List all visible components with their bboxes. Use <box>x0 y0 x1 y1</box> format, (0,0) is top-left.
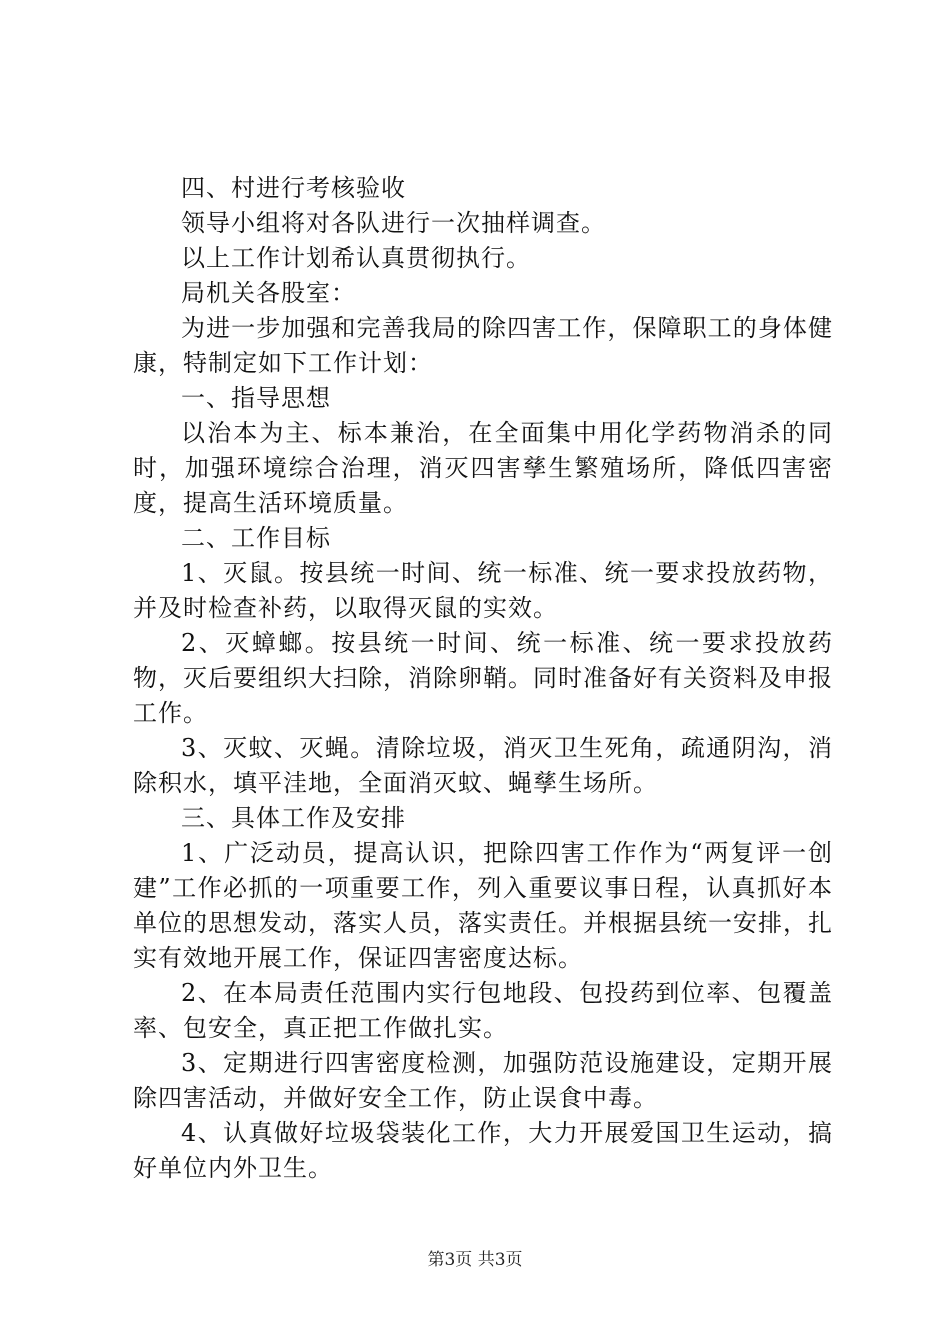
paragraph: 以上工作计划希认真贯彻执行。 <box>181 244 531 272</box>
paragraph: 领导小组将对各队进行一次抽样调查。 <box>181 209 606 237</box>
paragraph: 1、广泛动员，提高认识，把除四害工作作为“两复评一创建”工作必抓的一项重要工作，列入重要议事日程，认真抓好本单位的思想发动，落实人员，落实责任。并根据县统一安排，扎实有效地开展工作，保证四害密度达标。 <box>133 839 833 972</box>
section-heading: 二、工作目标 <box>181 524 331 552</box>
section-heading: 三、具体工作及安排 <box>181 804 406 832</box>
page-number: 第3页 共3页 <box>427 1250 523 1270</box>
paragraph: 四、村进行考核验收 <box>181 174 406 202</box>
paragraph: 3、定期进行四害密度检测，加强防范设施建设，定期开展除四害活动，并做好安全工作，防止误食中毒。 <box>133 1049 833 1112</box>
paragraph: 3、灭蚊、灭蝇。清除垃圾，消灭卫生死角，疏通阴沟，消除积水，填平洼地，全面消灭蚊、蝇孳生场所。 <box>133 734 833 797</box>
paragraph: 1、灭鼠。按县统一时间、统一标准、统一要求投放药物，并及时检查补药，以取得灭鼠的实效。 <box>133 559 833 622</box>
paragraph: 4、认真做好垃圾袋装化工作，大力开展爱国卫生运动，搞好单位内外卫生。 <box>133 1119 833 1182</box>
section-heading: 一、指导思想 <box>181 384 331 412</box>
paragraph: 2、在本局责任范围内实行包地段、包投药到位率、包覆盖率、包安全，真正把工作做扎实。 <box>133 979 833 1042</box>
document-body <box>133 171 833 1186</box>
paragraph: 局机关各股室： <box>181 279 356 307</box>
paragraph: 2、灭蟑螂。按县统一时间、统一标准、统一要求投放药物，灭后要组织大扫除，消除卵鞘。同时准备好有关资料及申报工作。 <box>133 629 833 727</box>
paragraph: 为进一步加强和完善我局的除四害工作，保障职工的身体健康，特制定如下工作计划： <box>133 314 833 377</box>
paragraph: 以治本为主、标本兼治，在全面集中用化学药物消杀的同时，加强环境综合治理，消灭四害孳生繁殖场所，降低四害密度，提高生活环境质量。 <box>133 419 833 517</box>
